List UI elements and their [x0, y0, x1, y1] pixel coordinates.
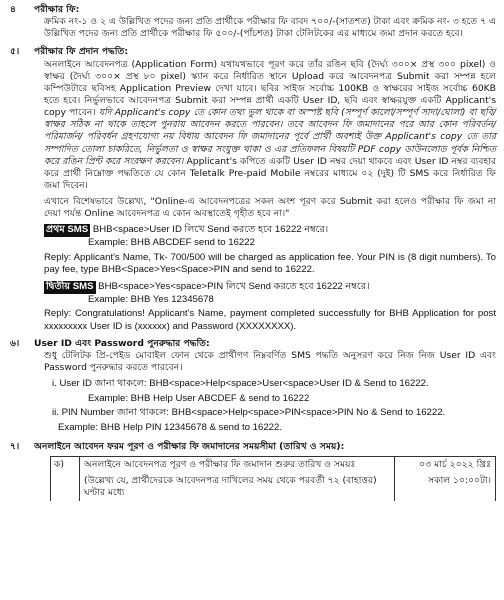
- special-note: এখানে বিশেষভাবে উল্লেখ্য, "Online-এ আবেদনপত্রের সকল অংশ পূরণ করে Submit করা হলেও পরীক্ষার ফি জমা না দেয়া পর্যন্ত Online আবেদনপত্র এ কোন অবস্থাতেই গৃহীত হবে না।": [44, 196, 496, 220]
- timeline-start-time: সকাল ১০:০০টা।: [428, 474, 491, 486]
- recovery-user-id: i. User ID জানা থাকলে: BHB<space>Help<space>User<space>User ID & Send to 16222.: [52, 378, 429, 390]
- section-title: অনলাইনে আবেদন ফরম পূরণ ও পরীক্ষার ফি জমাদানের সময়সীমা (তারিখ ও সময়):: [34, 440, 345, 452]
- timeline-date-cell: [395, 457, 495, 501]
- timeline-note: (উল্লেখ্য যে, প্রার্থীদেরকে আবেদনপত্র দাখিলের সময় থেকে পরবর্তী ৭২ (বাহাত্তর) ঘণ্টার মধ্যে: [84, 474, 377, 499]
- timeline-row-text: [80, 457, 395, 501]
- timeline-row-key: ক): [51, 457, 80, 501]
- second-sms-badge: দ্বিতীয় SMS: [46, 281, 94, 293]
- first-sms-line: [44, 224, 496, 237]
- first-sms-instruction: BHB<space>User ID লিখে Send করতে হবে 16222 নম্বরে।: [92, 224, 329, 236]
- first-sms-badge: প্রথম SMS: [46, 224, 89, 236]
- recovery-pin-example: Example: BHB Help PIN 12345678 & send to 16222.: [58, 422, 282, 434]
- applicant-copy-warning: যদি Applicant's copy তে কোন তথ্য ভুল থাকে বা অস্পষ্ট ছবি (সম্পূর্ণ কালো/সম্পূর্ণ সাদা/ঘোলা) বা ছবি/স্বাক্ষর সঠিক না থাকে তাহলে পুনরায় আবেদন করতে পারবেন। তবে আবেদন ফি জমাদানের পরে আর কোন পরিবর্তন/ পরিমার্জন/ পরিবর্ধন গ্রহণযোগ্য নয় বিধায় আবেদন ফি জমাদানের পূর্বে প্রার্থী অবশ্যই উক্ত Applicant's copy তে তার সম্পাদিত তোলা চাকরিতে, নির্ভুলতা ও স্বাক্ষর সংযুক্ত থাকা ও এর প্রতিফলন বিষয়টি PDF copy ডাউনলোড পূর্বক নিশ্চিত করে রঙিন প্রিন্ট করে সংরক্ষণ করবেন।: [44, 107, 497, 167]
- section-number: ৪: [10, 4, 16, 15]
- application-paragraph: [44, 59, 496, 193]
- section-recovery: [10, 338, 496, 350]
- section-fee-payment-method: [10, 46, 496, 58]
- recovery-user-id-example: Example: BHB Help User ABCDEF & send to 16222: [88, 392, 310, 404]
- first-sms-example: Example: BHB ABCDEF send to 16222: [88, 237, 255, 249]
- section-number: ৫।: [10, 46, 20, 58]
- second-sms-example: Example: BHB Yes 12345678: [88, 293, 214, 305]
- section-title: পরীক্ষার ফি প্রদান পদ্ধতি:: [34, 46, 129, 58]
- second-sms-line: [44, 281, 496, 294]
- timeline-table: [50, 456, 496, 501]
- first-sms-reply: Reply: Applicant's Name, Tk- 700/500 will be charged as application fee. Your PIN is (8 digit numbers). To pay fee, type BHB<Space>Yes<Space>PIN and send to 16222.: [44, 251, 496, 276]
- section-title: পরীক্ষার ফি:: [34, 4, 80, 15]
- recovery-pin: ii. PIN Number জানা থাকলে: BHB<space>Help<space>PIN<space>PIN No & Send to 16222.: [52, 407, 446, 419]
- timeline-start-label: অনলাইনে আবেদনপত্র পূরণ ও পরীক্ষার ফি জমাদান শুরুর তারিখ ও সময়ঃ: [84, 458, 356, 470]
- exam-fee-paragraph: ক্রমিক নং-১ ও ২ এ উল্লিখিত পদের জন্য প্রতি প্রার্থীকে পরীক্ষার ফি বাবদ ৭০০/-(সাতশত) টাকা এবং ক্রমিক নং- ৩ হতে ৭ এ উল্লিখিত পদের জন্য প্রতি প্রার্থীকে পরীক্ষার ফি ৫০০/-(পাঁচশত) টাকা টেলিটকের এর মাধ্যমে জমা প্রদান করতে হবে।: [44, 16, 496, 40]
- section-title: User ID এবং Password পুনরুদ্ধার পদ্ধতি:: [34, 337, 210, 349]
- timeline-start-date: ০৩ মার্চ ২০২২ খ্রিঃ: [419, 458, 491, 470]
- section-number: ৭।: [10, 440, 20, 452]
- section-number: ৬।: [10, 337, 20, 349]
- section-exam-fee: [10, 4, 496, 16]
- section-timeline: [10, 441, 496, 453]
- user-id-text: Applicant's কপিতে একটি User ID নম্বর দেয়া থাকবে এবং User ID নম্বর ব্যবহার করে প্রার্থী নিম্নোক্ত পদ্ধতিতে যে কোন Teletalk Pre-paid Mobile নম্বরের মাধ্যমে ০২ (দুই) টি SMS করে নির্ধারিত ফি জমা দিবেন।: [44, 155, 496, 191]
- recovery-intro: শুধু টেলিটক প্রি-পেইড মোবাইল ফোন থেকে প্রার্থীগণ নিম্নবর্ণিত SMS পদ্ধতি অনুসরণ করে নিজ নিজ User ID এবং Password পুনরুদ্ধার করতে পারবেন।: [44, 349, 496, 373]
- second-sms-reply: Reply: Congratulations! Applicant's Name, payment completed successfully for BHB Application for post xxxxxxxxx User ID is (xxxxxx) and Password (XXXXXXXX).: [44, 308, 496, 332]
- second-sms-instruction: BHB<space>Yes<space>PIN লিখে Send করতে হবে 16222 নম্বরে।: [98, 281, 370, 293]
- application-text: অনলাইনে আবেদনপত্র (Application Form) যথাযথভাবে পূরণ করে তাঁর রঙিন ছবি (দৈর্ঘ্য ৩০০× প্রস্থ ৩০০ pixel) ও স্বাক্ষর (দৈর্ঘ্য ৩০০× প্রস্থ ৮০ pixel) স্ক্যান করে নির্ধারিত স্থানে Upload করে আবেদনপত্র Submit করা সম্পন্ন হলে কম্পিউটারে ছবিসহ Application Preview দেখা যাবে। ছবির সাইজ সর্বোচ্চ 100KB ও স্বাক্ষরের সাইজ সর্বোচ্চ 60KB হতে হবে। নির্ভুলভাবে আবেদনপত্র Submit করা সম্পন্ন প্রার্থী একটি User ID, ছবি এবং স্বাক্ষরযুক্ত একটি Applicant's copy পাবেন।: [44, 58, 496, 119]
